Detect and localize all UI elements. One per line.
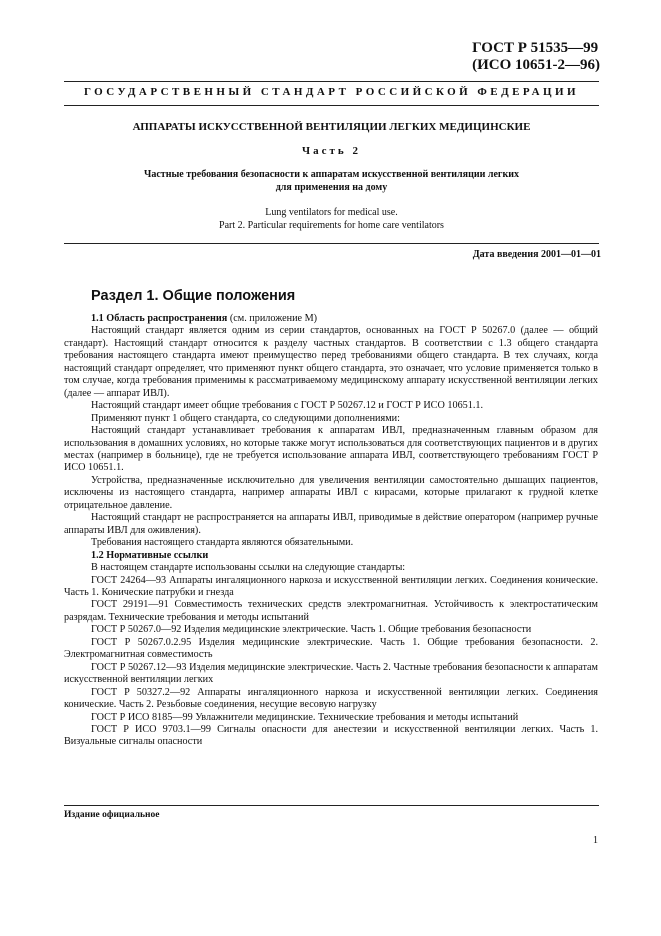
reference-item: ГОСТ Р 50327.2—92 Аппараты ингаляционного наркоза и искусственной вентиляции легких. Соединения конические. Часть 2. Резьбовые соединения, несущие весовую нагрузку: [64, 686, 598, 711]
clause-1-1-heading: [64, 313, 598, 325]
effective-date: Дата введения 2001—01—01: [472, 249, 601, 260]
clause-heading-bold: 1.2 Нормативные ссылки: [91, 549, 209, 561]
english-title-line-2: Part 2. Particular requirements for home care ventilators: [219, 220, 444, 231]
gost-number: ГОСТ Р 51535—99: [472, 40, 599, 56]
document-body: [64, 313, 598, 749]
paragraph: Устройства, предназначенные исключительно для увеличения вентиляции самостоятельно дышащих пациентов, исключены из настоящего стандарта, например аппараты ИВЛ с кирасами, которые прилагают к грудной клетке отрицательное давление.: [64, 474, 598, 511]
clause-heading-bold: 1.1 Область распространения: [91, 313, 228, 324]
part-label: Часть 2: [302, 145, 361, 157]
header-rule-top: [64, 81, 599, 82]
paragraph: В настоящем стандарте использованы ссылки на следующие стандарты:: [91, 562, 406, 574]
document-title: АППАРАТЫ ИСКУССТВЕННОЙ ВЕНТИЛЯЦИИ ЛЕГКИХ МЕДИЦИНСКИЕ: [132, 121, 531, 133]
clause-heading-note: (см. приложение М): [227, 313, 318, 324]
english-title-line-1: Lung ventilators for medical use.: [265, 207, 398, 218]
paragraph: Применяют пункт 1 общего стандарта, со следующими дополнениями:: [91, 412, 400, 424]
reference-item: ГОСТ Р 50267.12—93 Изделия медицинские электрические. Часть 2. Частные требования безопасности к аппаратам искусственной вентиляции легких: [64, 661, 598, 686]
document-subtitle: [64, 168, 599, 194]
paragraph: Настоящий стандарт не распространяется на аппараты ИВЛ, приводимые в действие оператором (например ручные аппараты ИВЛ для оживления).: [64, 512, 598, 536]
reference-item: ГОСТ 29191—91 Совместимость технических средств электромагнитная. Устойчивость к электростатическим разрядам. Технические требования и методы испытаний: [64, 599, 598, 623]
iso-number: (ИСО 10651-2—96): [472, 57, 600, 73]
standard-designation: [472, 40, 600, 74]
section-heading: Раздел 1. Общие положения: [91, 288, 296, 304]
paragraph: Настоящий стандарт имеет общие требования с ГОСТ Р 50267.12 и ГОСТ Р ИСО 10651.1.: [91, 400, 484, 412]
clause-1-2-heading: [64, 550, 598, 562]
subtitle-line-1: Частные требования безопасности к аппаратам искусственной вентиляции легких: [144, 169, 519, 180]
header-rule-bottom: [64, 105, 599, 106]
subtitle-line-2: для применения на дому: [275, 182, 388, 193]
reference-item: ГОСТ Р ИСО 8185—99 Увлажнители медицинские. Технические требования и методы испытаний: [91, 711, 519, 723]
english-title: [64, 206, 599, 232]
reference-item: ГОСТ 24264—93 Аппараты ингаляционного наркоза и искусственной вентиляции легких. Соединения конические. Часть 1. Конические патрубки и гнезда: [64, 574, 598, 598]
footer-rule: [64, 805, 599, 806]
edition-label: Издание официальное: [64, 810, 160, 820]
reference-item: ГОСТ Р ИСО 9703.1—99 Сигналы опасности для анестезии и искусственной вентиляции легких. Часть 1. Визуальные сигналы опасности: [64, 723, 598, 748]
page-number: 1: [593, 835, 598, 846]
paragraph: Настоящий стандарт является одним из серии стандартов, основанных на ГОСТ Р 50267.0 (далее — общий стандарт). Настоящий стандарт относится к разделу частных стандартов. В соответствии с 1.3 общего стандарта требования настоящего стандарта имеют преимущество перед требованиями общего стандарта. В тех случаях, когда настоящий стандарт определяет, что применяют пункт общего стандарта, это означает, что условие применяется только в том случае, когда требования применимы к рассматриваемому медицинскому аппарату искусственной вентиляции легких (далее — аппарат ИВЛ).: [64, 325, 598, 399]
date-rule: [64, 243, 599, 244]
paragraph: Настоящий стандарт устанавливает требования к аппаратам ИВЛ, предназначенным главным образом для использования в домашних условиях, но которые также могут использоваться для соответствующих пациентов и в других местах (например в больнице), где не требуется использование аппарата ИВЛ, соответствующего требованиям ГОСТ Р ИСО 10651.1.: [64, 425, 598, 474]
reference-item: ГОСТ Р 50267.0.2.95 Изделия медицинские электрические. Часть 1. Общие требования безопасности. 2. Электромагнитная совместимость: [64, 636, 598, 661]
reference-item: ГОСТ Р 50267.0—92 Изделия медицинские электрические. Часть 1. Общие требования безопасности: [91, 624, 532, 636]
state-standard-banner: ГОСУДАРСТВЕННЫЙ СТАНДАРТ РОССИЙСКОЙ ФЕДЕРАЦИИ: [83, 86, 580, 98]
paragraph: Требования настоящего стандарта являются обязательными.: [91, 537, 354, 549]
